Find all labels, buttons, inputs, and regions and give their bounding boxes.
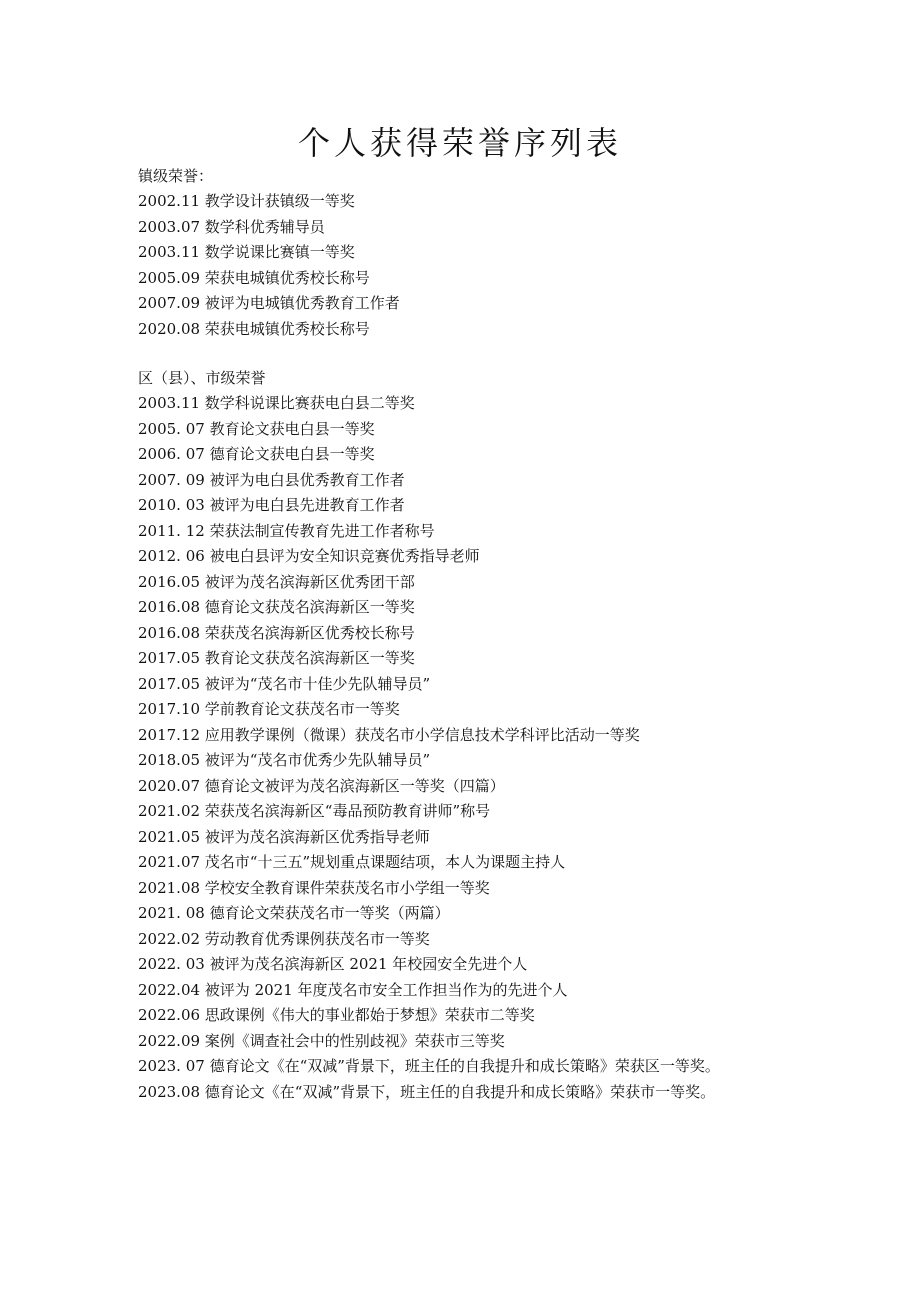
list-item: 2011. 12 荣获法制宣传教育先进工作者称号 — [138, 521, 435, 540]
list-item: 2003.11 数学说课比赛镇一等奖 — [138, 243, 355, 261]
list-item: 2016.08 德育论文获茂名滨海新区一等奖 — [138, 598, 415, 616]
list-item: 2017.05 被评为“茂名市十佳少先队辅导员” — [138, 674, 431, 693]
town-honors-list — [138, 189, 798, 342]
list-item: 2007.09 被评为电城镇优秀教育工作者 — [138, 294, 400, 312]
list-item: 2021.05 被评为茂名滨海新区优秀指导老师 — [138, 827, 430, 846]
list-item: 2007. 09 被评为电白县优秀教育工作者 — [138, 470, 405, 489]
list-item: 2017.10 学前教育论文获茂名市一等奖 — [138, 700, 400, 718]
list-item: 2022.09 案例《调查社会中的性别歧视》荣获市三等奖 — [138, 1031, 505, 1050]
list-item: 2016.05 被评为茂名滨海新区优秀团干部 — [138, 572, 415, 591]
list-item: 2021.02 荣获茂名滨海新区“毒品预防教育讲师”称号 — [138, 802, 491, 820]
list-item: 2022.04 被评为 2021 年度茂名市安全工作担当作为的先进个人 — [138, 980, 568, 999]
district-honors-heading: 区（县）、市级荣誉 — [138, 369, 266, 387]
list-item: 2012. 06 被电白县评为安全知识竞赛优秀指导老师 — [138, 547, 480, 565]
list-item: 2003.11 数学科说课比赛获电白县二等奖 — [138, 394, 415, 412]
list-item: 2017.12 应用教学课例（微课）获茂名市小学信息技术学科评比活动一等奖 — [138, 725, 640, 744]
list-item: 2005.09 荣获电城镇优秀校长称号 — [138, 268, 370, 287]
list-item: 2022.02 劳动教育优秀课例获茂名市一等奖 — [138, 929, 430, 948]
district-honors-section — [138, 366, 798, 1105]
list-item: 2022. 03 被评为茂名滨海新区 2021 年校园安全先进个人 — [138, 955, 528, 973]
list-item: 2003.07 数学科优秀辅导员 — [138, 217, 325, 236]
list-item: 2020.07 德育论文被评为茂名滨海新区一等奖（四篇） — [138, 776, 505, 795]
list-item: 2016.08 荣获茂名滨海新区优秀校长称号 — [138, 623, 415, 642]
list-item: 2021. 08 德育论文荣获茂名市一等奖（两篇） — [138, 904, 450, 922]
list-item: 2021.08 学校安全教育课件荣获茂名市小学组一等奖 — [138, 878, 490, 897]
list-item: 2006. 07 德育论文获电白县一等奖 — [138, 445, 375, 463]
list-item: 2005. 07 教育论文获电白县一等奖 — [138, 419, 375, 438]
list-item: 2023. 07 德育论文《在“双减”背景下，班主任的自我提升和成长策略》荣获区一等奖。 — [138, 1057, 720, 1075]
list-item: 2018.05 被评为“茂名市优秀少先队辅导员” — [138, 751, 431, 769]
district-honors-list — [138, 391, 798, 1105]
list-item: 2010. 03 被评为电白县先进教育工作者 — [138, 496, 405, 514]
town-honors-section — [138, 164, 798, 342]
list-item: 2002.11 教学设计获镇级一等奖 — [138, 192, 355, 210]
list-item: 2021.07 茂名市“十三五”规划重点课题结项，本人为课题主持人 — [138, 853, 566, 871]
list-item: 2017.05 教育论文获茂名滨海新区一等奖 — [138, 649, 415, 667]
town-honors-heading: 镇级荣誉： — [138, 167, 214, 185]
list-item: 2020.08 荣获电城镇优秀校长称号 — [138, 319, 370, 338]
page-title: 个人获得荣誉序列表 — [297, 124, 622, 162]
list-item: 2023.08 德育论文《在“双减”背景下，班主任的自我提升和成长策略》荣获市一等奖。 — [138, 1082, 716, 1101]
list-item: 2022.06 思政课例《伟大的事业都始于梦想》荣获市二等奖 — [138, 1006, 535, 1024]
